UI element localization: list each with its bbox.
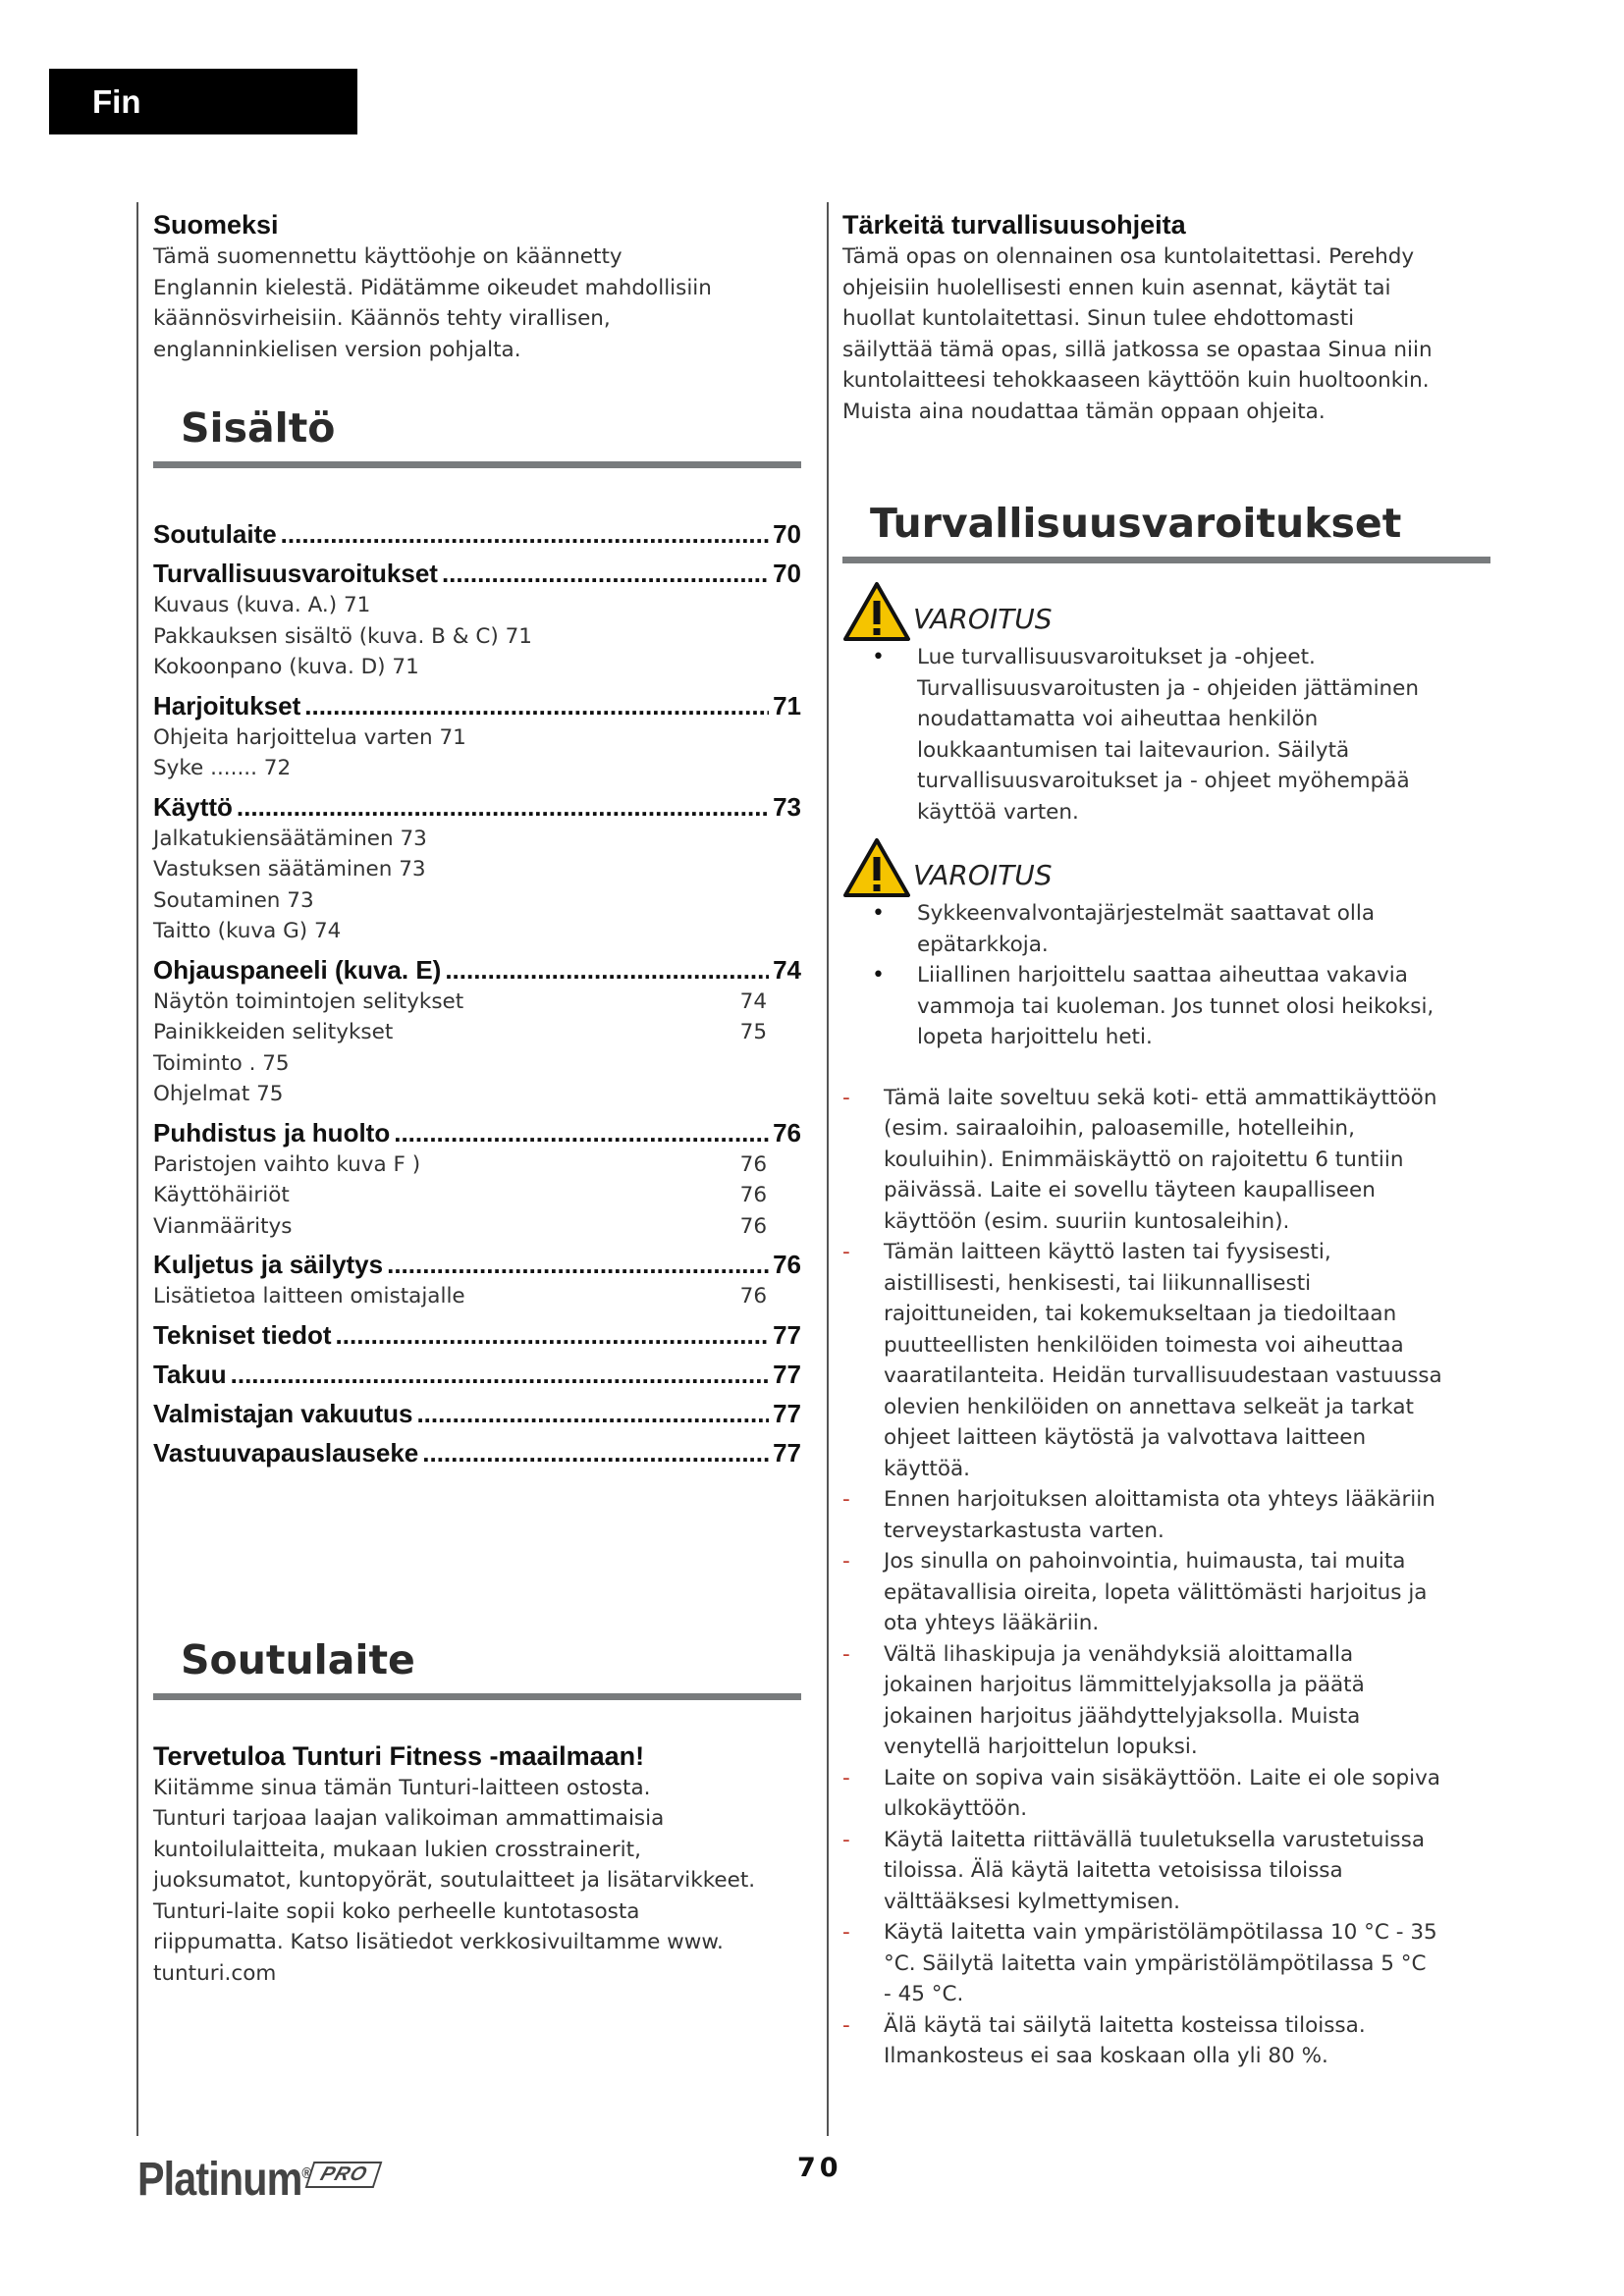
list-item [842,1825,1490,1918]
text-line: kuntoilulaitteita, mukaan lukien crosstrainerit, [153,1837,641,1862]
toc-subentry-label: Pakkauksen sisältö (kuva. B & C) 71 [153,623,532,649]
text-line: • Sykkeenvalvontajärjestelmät saattavat olla [917,901,1375,926]
text-line: riippumatta. Katso lisätiedot verkkosivuiltamme www. [153,1930,724,1954]
toc-leader-dots [304,689,769,722]
toc-entry-label: Turvallisuusvaroitukset [153,559,438,588]
text-line: terveystarkastusta varten. [884,1518,1164,1543]
text-line: noudattamatta voi aiheuttaa henkilön [917,707,1319,731]
toc-subentry-page: 75 [739,1020,767,1044]
text-line: vammoja tai kuoleman. Jos tunnet olosi heikoksi, [917,993,1435,1019]
text-line: - Ennen harjoituksen aloittamista ota yhteys lääkäriin [884,1487,1435,1512]
toc-entry [153,1436,801,1469]
toc-leader-dots [394,1116,769,1149]
toc-subentry [153,1211,801,1243]
safety-rules-list [842,1083,1490,2072]
list-item [842,1763,1490,1825]
warning-2-list [842,898,1490,1053]
toc-subentry [153,916,801,947]
text-line: kouluihin). Enimmäiskäyttö on rajoitettu 6 tuntiin [884,1147,1404,1172]
toc-entry-label: Ohjauspaneeli (kuva. E) [153,954,442,985]
list-item [842,960,1490,1053]
text-line: Tunturi-laite sopii koko perheelle kuntotasosta [153,1898,640,1924]
toc-entry-page: 77 [773,1398,801,1428]
toc-leader-dots [281,517,769,551]
toc-entry-label: Soutulaite [153,519,277,549]
toc-entry-label: Vastuuvapauslauseke [153,1437,419,1468]
text-line: Muista aina noudattaa tämän oppaan ohjeita. [842,399,1326,424]
text-line: ota yhteys lääkäriin. [884,1611,1100,1635]
warning-label: VAROITUS [913,858,1053,891]
toc-leader-dots [387,1248,769,1281]
warning-label: VAROITUS [913,602,1053,635]
text-line: - Tämän laitteen käyttö lasten tai fyysisesti, [884,1240,1331,1264]
toc-entry [153,557,801,590]
text-line: turvallisuusvaroitukset ja - ohjeet myöhempää [917,769,1410,793]
list-item [842,1639,1490,1763]
toc-subentry [153,621,801,653]
toc-leader-dots [237,790,769,824]
text-line: epätavallisia oireita, lopeta välittömästi harjoitus ja [884,1579,1428,1605]
text-line: jokainen harjoitus lämmittelyjaksolla ja päätä [884,1673,1365,1697]
toc-subentry [153,1079,801,1110]
toc-entry-page: 77 [773,1319,801,1350]
text-line: englanninkielisen version pohjalta. [153,337,521,362]
text-line: - 45 °C. [884,1982,964,2006]
toc-subentry-label: Vianmääritys [153,1213,293,1239]
toc-subentry [153,1180,801,1211]
text-line: käyttöön (esim. suuriin kuntosaleihin). [884,1208,1290,1234]
text-line: - Laite on sopiva vain sisäkäyttöön. Laite ei ole sopiva [884,1765,1440,1790]
safety-text [842,241,1490,427]
toc-subentry [153,1281,801,1312]
text-line: päivässä. Laite ei sovellu täyteen kaupalliseen [884,1178,1376,1202]
toc-entry [153,517,801,551]
page-number: 70 [797,2153,842,2183]
toc-entry-label: Tekniset tiedot [153,1319,332,1350]
toc-subentry-label: Jalkatukiensäätäminen 73 [153,826,427,851]
toc-subentry-label: Painikkeiden selitykset [153,1020,394,1044]
list-item [842,1083,1490,1238]
text-line: tiloissa. Älä käytä laitetta vetoisissa tiloissa [884,1858,1343,1883]
toc-subentry-label: Kuvaus (kuva. A.) 71 [153,593,371,617]
toc-leader-dots [445,953,769,987]
toc-leader-dots [231,1358,769,1391]
toc-entry [153,1116,801,1149]
toc-subentry-page: 76 [739,1284,767,1308]
toc-heading: Sisältö [153,402,801,468]
toc-entry-page: 74 [773,954,801,985]
text-line: (esim. sairaaloihin, paloasemille, hotelleihin, [884,1116,1355,1141]
text-line: tunturi.com [153,1960,277,1986]
list-item [842,642,1490,828]
text-line: olevien henkilöiden on annettava selkeät ja tarkat [884,1394,1414,1419]
warnings-heading: Turvallisuusvaroitukset [842,498,1490,563]
toc-subentry-page: 74 [739,988,767,1014]
toc-entry-page: 73 [773,791,801,822]
text-line: venytellä harjoittelun lopuksi. [884,1735,1198,1759]
text-line: käännösvirheisiin. Käännös tehty virallisen, [153,306,611,331]
text-line: säilyttää tämä opas, sillä jatkossa se opastaa Sinua niin [842,337,1433,362]
text-line: Ilmankosteus ei saa koskaan olla yli 80 %. [884,2044,1328,2068]
toc-subentry-label: Näytön toimintojen selitykset [153,988,464,1014]
text-line: Tunturi tarjoaa laajan valikoiman ammattimaisia [153,1806,665,1831]
text-line: käyttöä. [884,1456,970,1481]
toc-entry-page: 77 [773,1437,801,1468]
list-item [842,1546,1490,1639]
text-line: - Jos sinulla on pahoinvointia, huimausta, tai muita [884,1549,1406,1574]
toc-entry-page: 77 [773,1359,801,1389]
text-line: aistillisesti, henkisesti, tai liikunnallisesti [884,1270,1312,1296]
text-line: Kiitämme sinua tämän Tunturi-laitteen ostosta. [153,1775,651,1800]
toc-entry-page: 71 [773,690,801,721]
toc-subentry-label: Vastuksen säätäminen 73 [153,857,426,881]
toc-leader-dots [336,1318,770,1352]
toc-subentry [153,1048,801,1080]
warning-block-1 [842,581,1490,642]
list-item [842,1917,1490,2010]
list-item [842,1237,1490,1484]
text-line: loukkaantumisen tai laitevaurion. Säilytä [917,737,1350,763]
toc-subentry-page: 76 [739,1213,767,1239]
warning-triangle-icon [842,581,911,642]
toc-entry [153,1397,801,1430]
toc-subentry [153,1149,801,1181]
warning-1-list [842,642,1490,828]
toc-entry [153,1358,801,1391]
toc-subentry [153,722,801,754]
welcome-text [153,1773,801,1990]
intro-text [153,241,801,365]
text-line: - Käytä laitetta riittävällä tuuletuksella varustetuissa [884,1827,1425,1852]
list-item [842,1484,1490,1546]
toc-entry [153,689,801,722]
toc-entry-label: Puhdistus ja huolto [153,1117,391,1148]
toc-subentry [153,885,801,917]
text-line: • Liiallinen harjoittelu saattaa aiheuttaa vakavia [917,963,1408,988]
platinum-pro-logo [137,2153,379,2207]
toc-leader-dots [416,1397,769,1430]
text-line: Tämä opas on olennainen osa kuntolaitettasi. Perehdy [842,244,1415,269]
toc-entry-page: 76 [773,1117,801,1148]
toc-subentry [153,652,801,683]
text-line: - Käytä laitetta vain ympäristölämpötilassa 10 °C - 35 [884,1920,1437,1945]
toc-subentry-label: Ohjelmat 75 [153,1082,284,1106]
toc-subentry [153,824,801,855]
column-divider [827,202,829,2136]
text-line: Turvallisuusvaroitusten ja - ohjeiden jättäminen [917,675,1420,701]
toc-subentry-label: Soutaminen 73 [153,887,314,913]
rower-heading: Soutulaite [153,1634,801,1700]
toc-subentry-label: Taitto (kuva G) 74 [153,919,342,943]
toc-subentry [153,753,801,784]
text-line: - Älä käytä tai säilytä laitetta kosteissa tiloissa. [884,2012,1366,2038]
toc-subentry-label: Lisätietoa laitteen omistajalle [153,1284,465,1308]
toc-entry [153,1248,801,1281]
toc-subentry [153,1017,801,1048]
text-line: lopeta harjoittelu heti. [917,1025,1153,1049]
left-margin-rule [136,202,138,2136]
text-line: vaaratilanteita. Heidän turvallisuudestaan vastuussa [884,1363,1442,1388]
text-line: rajoittuneiden, tai kokemukseltaan ja tiedoiltaan [884,1302,1397,1326]
toc-subentry-page: 76 [739,1183,767,1207]
right-column [842,208,1490,2072]
toc-subentry-label: Kokoonpano (kuva. D) 71 [153,655,419,679]
text-line: - Vältä lihaskipuja ja venähdyksiä aloittamalla [884,1641,1354,1667]
toc-subentry-label: Syke ....... 72 [153,756,292,780]
toc-entry-page: 76 [773,1250,801,1279]
warning-block-2 [842,837,1490,898]
toc-subentry [153,590,801,621]
text-line: ohjeet laitteen käytöstä ja valvottava laitteen [884,1425,1367,1450]
table-of-contents [153,517,801,1469]
toc-entry [153,790,801,824]
toc-entry-label: Kuljetus ja säilytys [153,1250,384,1279]
left-column [153,208,801,1989]
toc-subentry-label: Paristojen vaihto kuva F ) [153,1151,421,1177]
text-line: huollat kuntolaitettasi. Sinun tulee ehdottomasti [842,306,1355,331]
toc-entry-label: Harjoitukset [153,690,301,721]
toc-subentry-label: Ohjeita harjoittelua varten 71 [153,724,466,750]
text-line: välttääksesi kylmettymisen. [884,1889,1180,1914]
toc-subentry-page: 76 [739,1151,767,1177]
toc-entry [153,1318,801,1352]
toc-subentry-label: Käyttöhäiriöt [153,1183,290,1207]
toc-entry-label: Valmistajan vakuutus [153,1398,413,1428]
list-item [842,2010,1490,2072]
text-line: epätarkkoja. [917,932,1049,957]
intro-title: Suomeksi [153,210,279,240]
text-line: Tämä suomennettu käyttöohje on käännetty [153,244,623,269]
text-line: jokainen harjoitus jäähdyttelyjaksolla. Muista [884,1703,1361,1729]
text-line: käyttöä varten. [917,799,1079,825]
toc-entry [153,953,801,987]
language-tab: Fin [49,69,357,134]
toc-entry-page: 70 [773,519,801,549]
text-line: °C. Säilytä laitetta vain ympäristölämpötilassa 5 °C [884,1950,1427,1976]
text-line: ulkokäyttöön. [884,1796,1028,1821]
text-line: juoksumatot, kuntopyörät, soutulaitteet ja lisätarvikkeet. [153,1868,756,1893]
toc-leader-dots [442,557,769,590]
logo-pro-badge: PRO [305,2162,383,2188]
text-line: ohjeisiin huolellisesti ennen kuin asennat, käytät tai [842,275,1391,300]
text-line: • Lue turvallisuusvaroitukset ja -ohjeet. [917,645,1316,669]
toc-subentry-label: Toiminto . 75 [153,1050,290,1076]
warning-triangle-icon [842,837,911,898]
text-line: kuntolaitteesi tehokkaaseen käyttöön kuin huoltoonkin. [842,368,1430,393]
logo-wordmark: Platinum® [137,2154,311,2206]
text-line: Englannin kielestä. Pidätämme oikeudet mahdollisiin [153,275,712,300]
toc-entry-label: Käyttö [153,791,233,822]
toc-entry-page: 70 [773,559,801,588]
toc-leader-dots [422,1436,769,1469]
safety-title: Tärkeitä turvallisuusohjeita [842,210,1186,240]
toc-entry-label: Takuu [153,1359,227,1389]
text-line: puutteellisten henkilöiden toimesta voi aiheuttaa [884,1332,1404,1358]
welcome-title: Tervetuloa Tunturi Fitness -maailmaan! [153,1740,645,1771]
list-item [842,898,1490,960]
text-line: - Tämä laite soveltuu sekä koti- että ammattikäyttöön [884,1085,1437,1110]
toc-subentry [153,987,801,1018]
toc-subentry [153,854,801,885]
